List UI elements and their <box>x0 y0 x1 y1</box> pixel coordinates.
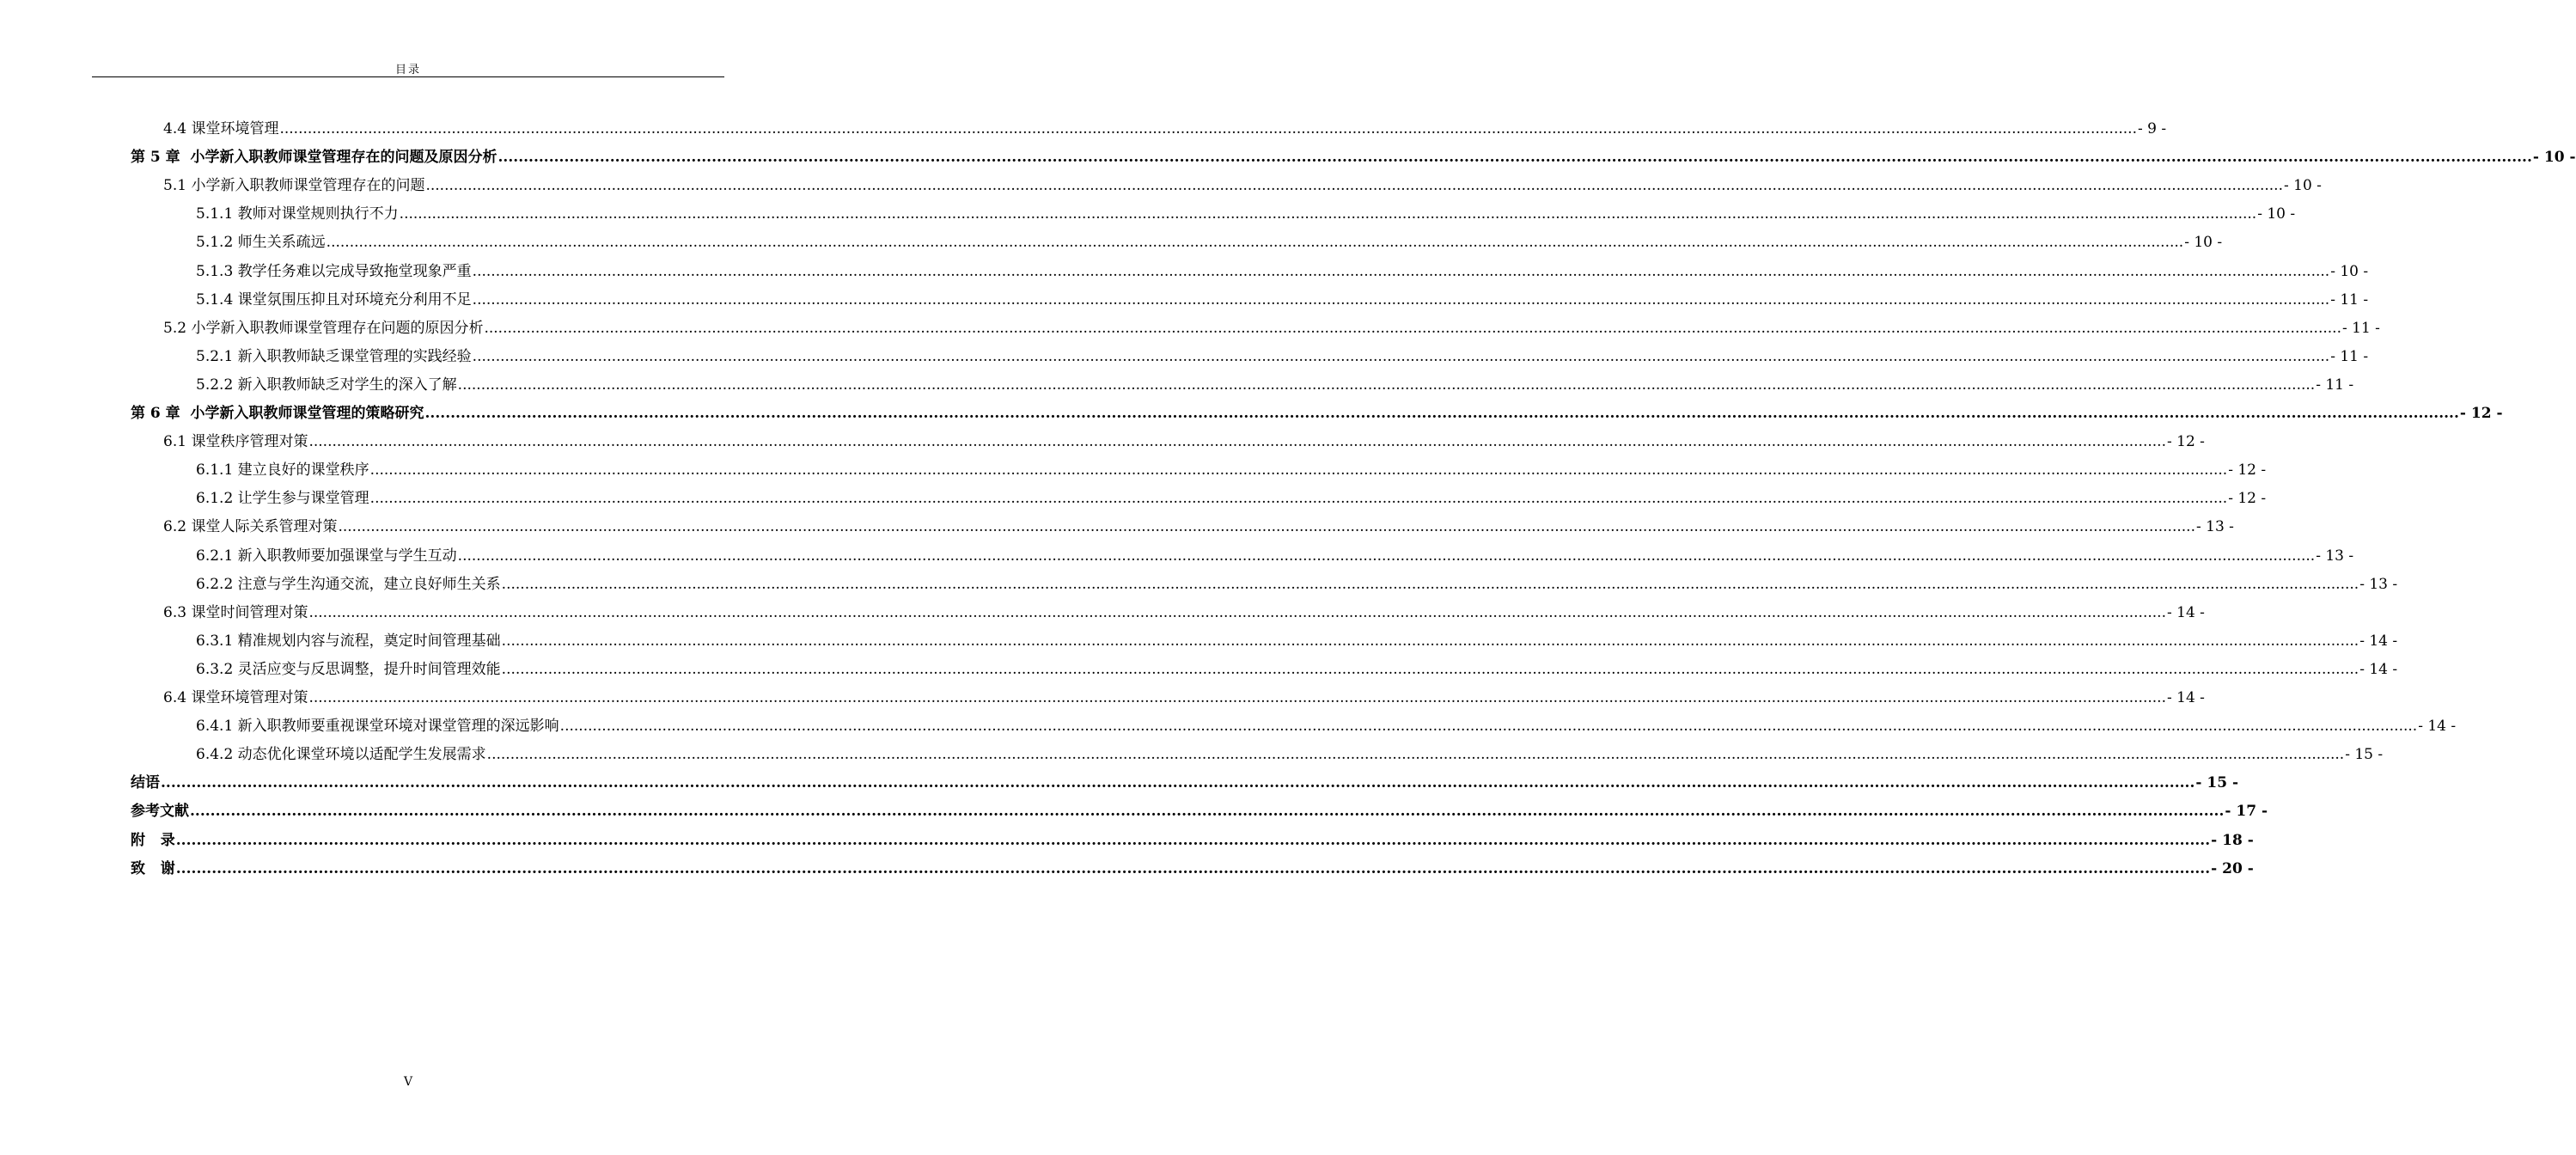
toc-dot-leader: ................................................................................................................................................................................................................................................................................................................................................................................................................ <box>457 376 2316 394</box>
toc-entry[interactable] <box>131 801 2268 822</box>
toc-entry-label: 6.2 课堂人际关系管理对策 <box>163 518 338 536</box>
toc-dot-leader: ................................................................................................................................................................................................................................................................................................................................................................................................................ <box>161 774 2195 792</box>
toc-dot-leader: ................................................................................................................................................................................................................................................................................................................................................................................................................ <box>425 177 2283 195</box>
page-number: V <box>403 1075 413 1089</box>
toc-dot-leader: ................................................................................................................................................................................................................................................................................................................................................................................................................ <box>484 319 2341 337</box>
toc-entry-page: - 13 - <box>2359 575 2398 593</box>
toc-entry[interactable] <box>131 403 2503 424</box>
toc-dot-leader: ................................................................................................................................................................................................................................................................................................................................................................................................................ <box>472 347 2330 365</box>
toc-dot-leader: ................................................................................................................................................................................................................................................................................................................................................................................................................ <box>424 405 2459 422</box>
toc-entry[interactable] <box>196 574 2398 595</box>
toc-entry-label: 5.2.2 新入职教师缺乏对学生的深入了解 <box>196 376 457 394</box>
toc-entry-page: - 17 - <box>2225 803 2268 821</box>
toc-entry[interactable] <box>196 488 2267 509</box>
toc-entry-page: - 13 - <box>2316 547 2354 565</box>
toc-dot-leader: ................................................................................................................................................................................................................................................................................................................................................................................................................ <box>559 718 2418 736</box>
toc-entry[interactable] <box>163 119 2167 139</box>
toc-dot-leader: ................................................................................................................................................................................................................................................................................................................................................................................................................ <box>501 632 2359 650</box>
toc-entry-page: - 12 - <box>2228 461 2267 480</box>
toc-dot-leader: ................................................................................................................................................................................................................................................................................................................................................................................................................ <box>326 234 2184 252</box>
toc-entry-page: - 11 - <box>2330 347 2369 365</box>
toc-entry-page: - 14 - <box>2359 660 2398 678</box>
toc-dot-leader: ................................................................................................................................................................................................................................................................................................................................................................................................................ <box>501 660 2359 678</box>
toc-entry[interactable] <box>131 830 2254 851</box>
toc-dot-leader: ................................................................................................................................................................................................................................................................................................................................................................................................................ <box>308 603 2166 621</box>
toc-dot-leader: ................................................................................................................................................................................................................................................................................................................................................................................................................ <box>486 746 2345 764</box>
toc-entry-label: 6.3 课堂时间管理对策 <box>163 603 308 621</box>
toc-entry[interactable] <box>163 175 2322 196</box>
toc-entry-label: 5.1.3 教学任务难以完成导致拖堂现象严重 <box>196 262 472 280</box>
toc-entry-page: - 10 - <box>2330 262 2369 280</box>
toc-dot-leader: ................................................................................................................................................................................................................................................................................................................................................................................................................ <box>279 120 2137 138</box>
toc-entry-label: 5.1.2 师生关系疏远 <box>196 234 326 252</box>
toc-entry[interactable] <box>196 744 2384 765</box>
page-header-title: 目录 <box>394 64 421 76</box>
toc-entry[interactable] <box>196 261 2369 282</box>
toc-entry-label: 附 录 <box>131 831 175 849</box>
toc-entry[interactable] <box>163 318 2380 339</box>
toc-entry[interactable] <box>196 546 2354 566</box>
toc-entry-page: - 12 - <box>2228 490 2267 508</box>
toc-entry-label: 5.1.4 课堂氛围压抑且对环境充分利用不足 <box>196 290 472 309</box>
toc-entry-label: 6.1.1 建立良好的课堂秩序 <box>196 461 369 480</box>
toc-dot-leader: ................................................................................................................................................................................................................................................................................................................................................................................................................ <box>338 518 2195 536</box>
toc-entry[interactable] <box>196 631 2398 651</box>
toc-entry-label: 致 谢 <box>131 859 175 877</box>
toc-dot-leader: ................................................................................................................................................................................................................................................................................................................................................................................................................ <box>175 831 2211 849</box>
toc-dot-leader: ................................................................................................................................................................................................................................................................................................................................................................................................................ <box>501 575 2359 593</box>
toc-dot-leader: ................................................................................................................................................................................................................................................................................................................................................................................................................ <box>497 149 2532 167</box>
toc-entry[interactable] <box>131 773 2238 793</box>
toc-dot-leader: ................................................................................................................................................................................................................................................................................................................................................................................................................ <box>399 205 2257 223</box>
toc-entry-label: 结语 <box>131 774 160 792</box>
toc-entry-label: 6.2.1 新入职教师要加强课堂与学生互动 <box>196 547 457 565</box>
toc-entry-page: - 18 - <box>2211 831 2254 849</box>
toc-entry-label: 6.3.1 精准规划内容与流程，奠定时间管理基础 <box>196 632 501 650</box>
toc-entry-page: - 10 - <box>2184 234 2223 252</box>
toc-entry-page: - 11 - <box>2316 376 2354 394</box>
toc-entry-page: - 13 - <box>2195 518 2234 536</box>
toc-dot-leader: ................................................................................................................................................................................................................................................................................................................................................................................................................ <box>308 433 2166 451</box>
toc-dot-leader: ................................................................................................................................................................................................................................................................................................................................................................................................................ <box>457 547 2316 565</box>
toc-entry-label: 5.1 小学新入职教师课堂管理存在的问题 <box>163 177 425 195</box>
toc-entry-label: 5.2 小学新入职教师课堂管理存在问题的原因分析 <box>163 319 484 337</box>
toc-entry[interactable] <box>163 431 2205 452</box>
toc-entry-label: 6.1 课堂秩序管理对策 <box>163 433 308 451</box>
toc-entry-page: - 12 - <box>2166 433 2205 451</box>
toc-entry-page: - 14 - <box>2166 603 2205 621</box>
toc-entry-label: 第 5 章 小学新入职教师课堂管理存在的问题及原因分析 <box>131 149 497 167</box>
toc-entry-label: 5.1.1 教师对课堂规则执行不力 <box>196 205 399 223</box>
toc-entry-page: - 15 - <box>2345 746 2384 764</box>
toc-entry[interactable] <box>196 346 2369 367</box>
toc-entry-page: - 9 - <box>2137 120 2167 138</box>
toc-entry-page: - 15 - <box>2195 774 2238 792</box>
toc-entry-page: - 10 - <box>2257 205 2296 223</box>
toc-entry-page: - 10 - <box>2532 149 2576 167</box>
toc-entry[interactable] <box>196 204 2296 224</box>
toc-entry[interactable] <box>131 859 2254 879</box>
toc-entry[interactable] <box>196 460 2267 480</box>
toc-entry-label: 6.4.1 新入职教师要重视课堂环境对课堂管理的深远影响 <box>196 718 559 736</box>
toc-entry-label: 6.4.2 动态优化课堂环境以适配学生发展需求 <box>196 746 486 764</box>
toc-entry-page: - 14 - <box>2166 689 2205 706</box>
toc-entry-label: 6.3.2 灵活应变与反思调整，提升时间管理效能 <box>196 660 501 678</box>
toc-entry-page: - 11 - <box>2341 319 2380 337</box>
header-divider <box>92 76 724 77</box>
toc-dot-leader: ................................................................................................................................................................................................................................................................................................................................................................................................................ <box>472 262 2330 280</box>
toc-entry[interactable] <box>131 147 2576 168</box>
toc-entry-label: 5.2.1 新入职教师缺乏课堂管理的实践经验 <box>196 347 472 365</box>
toc-entry[interactable] <box>196 659 2398 680</box>
toc-dot-leader: ................................................................................................................................................................................................................................................................................................................................................................................................................ <box>369 490 2228 508</box>
toc-entry-page: - 10 - <box>2283 177 2322 195</box>
toc-entry-label: 参考文献 <box>131 803 189 821</box>
toc-entry-page: - 14 - <box>2359 632 2398 650</box>
toc-entry-label: 6.4 课堂环境管理对策 <box>163 689 308 706</box>
toc-entry[interactable] <box>163 516 2234 537</box>
toc-entry-page: - 14 - <box>2418 718 2457 736</box>
toc-entry[interactable] <box>196 716 2457 736</box>
toc-entry[interactable] <box>196 290 2369 310</box>
toc-entry-label: 第 6 章 小学新入职教师课堂管理的策略研究 <box>131 405 424 422</box>
toc-entry-page: - 12 - <box>2459 405 2503 422</box>
toc-entry[interactable] <box>163 602 2205 623</box>
toc-entry-label: 6.1.2 让学生参与课堂管理 <box>196 490 369 508</box>
toc-entry[interactable] <box>196 375 2354 395</box>
toc-entry-page: - 11 - <box>2330 290 2369 309</box>
toc-entry-label: 4.4 课堂环境管理 <box>163 120 279 138</box>
toc-entry-label: 6.2.2 注意与学生沟通交流，建立良好师生关系 <box>196 575 501 593</box>
toc-dot-leader: ................................................................................................................................................................................................................................................................................................................................................................................................................ <box>472 290 2330 309</box>
toc-entry-page: - 20 - <box>2211 859 2254 877</box>
toc-dot-leader: ................................................................................................................................................................................................................................................................................................................................................................................................................ <box>308 689 2166 706</box>
toc-entry[interactable] <box>196 232 2223 253</box>
toc-entry[interactable] <box>163 688 2205 708</box>
toc-dot-leader: ................................................................................................................................................................................................................................................................................................................................................................................................................ <box>175 859 2211 877</box>
toc-dot-leader: ................................................................................................................................................................................................................................................................................................................................................................................................................ <box>190 803 2225 821</box>
toc-dot-leader: ................................................................................................................................................................................................................................................................................................................................................................................................................ <box>369 461 2228 480</box>
